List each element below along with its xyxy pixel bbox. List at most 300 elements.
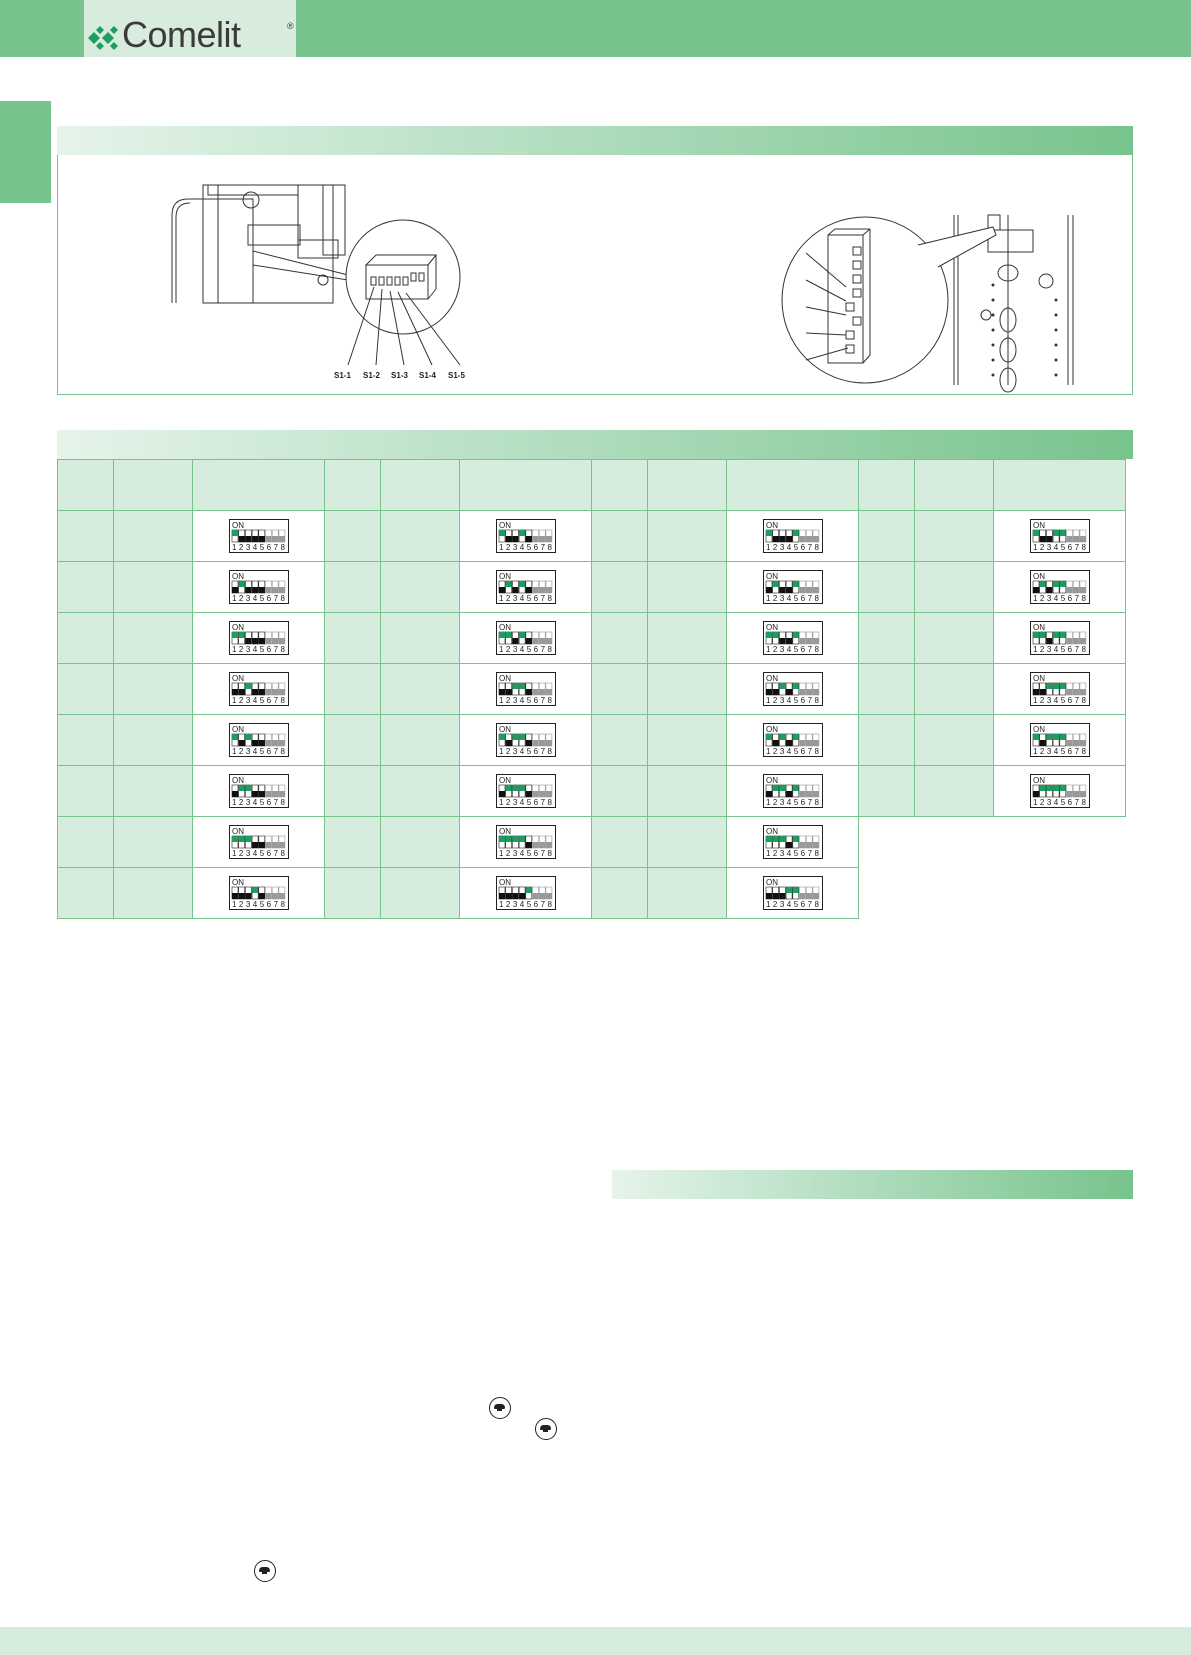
dip-on-label: ON xyxy=(765,827,778,836)
dip-lever xyxy=(545,791,551,797)
comelit-logo-icon xyxy=(88,26,120,50)
dip-lever xyxy=(519,836,525,842)
value-cell xyxy=(381,664,460,715)
header-cell xyxy=(193,460,325,511)
dip-lever xyxy=(1066,587,1072,593)
dip-lever xyxy=(519,581,525,587)
dip-lever xyxy=(532,587,538,593)
dip-lever xyxy=(1053,530,1059,536)
dip-digits: 12345678 xyxy=(498,798,552,807)
dip-lever xyxy=(1033,689,1039,695)
dip-lever xyxy=(232,836,238,842)
dip-on-label: ON xyxy=(231,623,244,632)
dip-on-label: ON xyxy=(1032,572,1045,581)
dip-lever xyxy=(245,734,251,740)
dip-lever xyxy=(799,638,805,644)
dip-lever xyxy=(245,587,251,593)
dip-lever xyxy=(278,740,284,746)
table-row xyxy=(58,817,1126,868)
dip-cell xyxy=(994,766,1126,817)
dip-lever xyxy=(272,791,278,797)
dip-digits: 12345678 xyxy=(765,594,819,603)
dip-lever xyxy=(1046,587,1052,593)
dip-lever xyxy=(1073,638,1079,644)
dip-lever xyxy=(525,887,531,893)
dip-switch-setting xyxy=(496,876,556,910)
dip-lever xyxy=(779,587,785,593)
value-cell xyxy=(381,817,460,868)
dip-lever xyxy=(792,836,798,842)
dip-lever xyxy=(1046,683,1052,689)
number-cell xyxy=(325,613,381,664)
dip-on-label: ON xyxy=(765,623,778,632)
dip-lever xyxy=(799,587,805,593)
value-cell xyxy=(381,715,460,766)
dip-lever xyxy=(539,638,545,644)
dip-switch-setting xyxy=(763,876,823,910)
dip-lever xyxy=(1033,791,1039,797)
dip-lever xyxy=(1079,536,1085,542)
number-cell xyxy=(592,664,648,715)
dip-cell xyxy=(727,715,859,766)
value-cell xyxy=(381,511,460,562)
value-cell xyxy=(915,766,994,817)
dip-digits: 12345678 xyxy=(498,747,552,756)
number-cell xyxy=(859,664,915,715)
switch-label-3: S1-3 xyxy=(391,371,408,380)
dip-cell xyxy=(727,766,859,817)
dip-lever xyxy=(766,893,772,899)
dip-switch-setting xyxy=(496,723,556,757)
dip-lever xyxy=(505,785,511,791)
dip-lever xyxy=(1066,791,1072,797)
dip-on-label: ON xyxy=(765,725,778,734)
dip-switch-setting xyxy=(763,519,823,553)
dip-lever xyxy=(499,893,505,899)
dip-on-label: ON xyxy=(765,776,778,785)
dip-lever xyxy=(1046,734,1052,740)
number-cell xyxy=(592,868,648,919)
dip-lever xyxy=(772,689,778,695)
dip-lever xyxy=(786,887,792,893)
dip-lever xyxy=(1079,587,1085,593)
table-row xyxy=(58,766,1126,817)
dip-digits: 12345678 xyxy=(1032,645,1086,654)
dip-lever xyxy=(772,632,778,638)
number-cell xyxy=(592,511,648,562)
dip-on-label: ON xyxy=(765,674,778,683)
dip-lever xyxy=(519,893,525,899)
number-cell xyxy=(592,613,648,664)
dip-switch-setting xyxy=(763,825,823,859)
dip-lever xyxy=(786,791,792,797)
dip-lever xyxy=(545,893,551,899)
dip-lever xyxy=(806,587,812,593)
dip-lever xyxy=(1079,740,1085,746)
table-row xyxy=(58,868,1126,919)
dip-switch-setting xyxy=(229,621,289,655)
value-cell xyxy=(915,562,994,613)
dip-lever xyxy=(512,638,518,644)
dip-lever xyxy=(512,536,518,542)
dip-lever xyxy=(505,836,511,842)
number-cell xyxy=(859,511,915,562)
dip-switch-setting xyxy=(229,876,289,910)
value-cell xyxy=(381,766,460,817)
dip-switch-setting xyxy=(763,723,823,757)
dip-lever xyxy=(1046,785,1052,791)
dip-cell xyxy=(460,817,592,868)
dip-lever xyxy=(1073,740,1079,746)
dip-lever xyxy=(238,785,244,791)
dip-lever xyxy=(779,893,785,899)
dip-lever xyxy=(499,734,505,740)
dip-lever xyxy=(545,638,551,644)
dip-cell xyxy=(460,664,592,715)
dip-lever xyxy=(265,842,271,848)
dip-lever xyxy=(258,740,264,746)
dip-lever xyxy=(1073,689,1079,695)
dip-lever xyxy=(505,536,511,542)
dip-lever xyxy=(792,683,798,689)
value-cell xyxy=(648,511,727,562)
number-cell xyxy=(859,715,915,766)
dip-switch-setting xyxy=(229,774,289,808)
dip-lever xyxy=(545,842,551,848)
dip-digits: 12345678 xyxy=(498,900,552,909)
number-cell xyxy=(859,766,915,817)
dip-lever xyxy=(772,836,778,842)
dip-lever xyxy=(232,734,238,740)
dip-lever xyxy=(539,587,545,593)
dip-lever xyxy=(532,791,538,797)
dip-digits: 12345678 xyxy=(765,849,819,858)
dip-on-label: ON xyxy=(498,725,511,734)
dip-switch-setting xyxy=(496,774,556,808)
device-diagram xyxy=(58,155,1134,395)
dip-digits: 12345678 xyxy=(231,747,285,756)
dip-cell xyxy=(994,613,1126,664)
dip-lever xyxy=(786,740,792,746)
dip-lever xyxy=(799,842,805,848)
dip-lever xyxy=(278,791,284,797)
dip-lever xyxy=(806,536,812,542)
number-cell xyxy=(325,511,381,562)
dip-lever xyxy=(258,893,264,899)
value-cell xyxy=(114,766,193,817)
dip-lever xyxy=(792,887,798,893)
dip-switch-setting xyxy=(763,774,823,808)
dip-lever xyxy=(766,791,772,797)
dip-lever xyxy=(499,632,505,638)
dip-lever xyxy=(799,536,805,542)
dip-lever xyxy=(278,893,284,899)
dip-lever xyxy=(766,530,772,536)
number-cell xyxy=(859,562,915,613)
dip-lever xyxy=(525,842,531,848)
header-cell xyxy=(915,460,994,511)
dip-lever xyxy=(238,536,244,542)
dip-cell xyxy=(460,766,592,817)
value-cell xyxy=(915,613,994,664)
dip-lever xyxy=(505,689,511,695)
dip-cell xyxy=(994,715,1126,766)
dip-lever xyxy=(786,536,792,542)
dip-lever xyxy=(532,638,538,644)
number-cell xyxy=(592,715,648,766)
dip-cell xyxy=(460,511,592,562)
dip-lever xyxy=(545,536,551,542)
header-cell xyxy=(994,460,1126,511)
dip-lever xyxy=(806,842,812,848)
dip-lever xyxy=(499,587,505,593)
dip-lever xyxy=(539,842,545,848)
dip-lever xyxy=(258,791,264,797)
dip-lever xyxy=(512,683,518,689)
dip-lever xyxy=(772,785,778,791)
dip-on-label: ON xyxy=(498,878,511,887)
dip-digits: 12345678 xyxy=(1032,747,1086,756)
dip-on-label: ON xyxy=(498,776,511,785)
dip-lever xyxy=(539,740,545,746)
header-cell xyxy=(727,460,859,511)
dip-cell xyxy=(727,511,859,562)
dip-lever xyxy=(779,638,785,644)
dip-lever xyxy=(505,581,511,587)
figure-panel xyxy=(57,155,1133,395)
header-cell xyxy=(859,460,915,511)
dip-digits: 12345678 xyxy=(498,543,552,552)
dip-lever xyxy=(1059,581,1065,587)
switch-label-1: S1-1 xyxy=(334,371,351,380)
value-cell xyxy=(381,868,460,919)
dip-lever xyxy=(1053,734,1059,740)
dip-lever xyxy=(245,836,251,842)
dip-switch-setting xyxy=(763,570,823,604)
dip-on-label: ON xyxy=(498,827,511,836)
dip-digits: 12345678 xyxy=(765,900,819,909)
dip-lever xyxy=(525,587,531,593)
dip-lever xyxy=(232,587,238,593)
dip-digits: 12345678 xyxy=(1032,543,1086,552)
table-row xyxy=(58,562,1126,613)
dip-lever xyxy=(525,638,531,644)
dip-cell xyxy=(193,715,325,766)
dip-cell xyxy=(994,664,1126,715)
dip-lever xyxy=(779,536,785,542)
number-cell xyxy=(58,613,114,664)
dip-digits: 12345678 xyxy=(1032,696,1086,705)
handset-icon xyxy=(254,1560,276,1582)
dip-lever xyxy=(265,689,271,695)
dip-lever xyxy=(265,893,271,899)
dip-lever xyxy=(1033,530,1039,536)
dip-lever xyxy=(1053,632,1059,638)
dip-switch-setting xyxy=(496,570,556,604)
dip-switch-setting xyxy=(1030,774,1090,808)
dip-lever xyxy=(278,587,284,593)
dip-lever xyxy=(525,740,531,746)
empty-cell xyxy=(994,817,1126,868)
side-tab xyxy=(0,101,51,203)
dip-lever xyxy=(252,791,258,797)
value-cell xyxy=(915,511,994,562)
number-cell xyxy=(325,715,381,766)
dip-lever xyxy=(1059,683,1065,689)
dip-lever xyxy=(245,536,251,542)
dip-cell xyxy=(994,562,1126,613)
value-cell xyxy=(381,562,460,613)
dip-lever xyxy=(232,632,238,638)
section-header-band xyxy=(57,126,1133,155)
header-cell xyxy=(325,460,381,511)
dip-lever xyxy=(1059,530,1065,536)
table-header-band xyxy=(57,430,1133,459)
registered-mark: ® xyxy=(287,21,294,31)
dip-lever xyxy=(1053,683,1059,689)
dip-switch-setting xyxy=(229,723,289,757)
dip-digits: 12345678 xyxy=(765,747,819,756)
dip-lever xyxy=(806,740,812,746)
dip-lever xyxy=(519,734,525,740)
dip-lever xyxy=(792,785,798,791)
dip-lever xyxy=(766,632,772,638)
dip-lever xyxy=(532,536,538,542)
dip-digits: 12345678 xyxy=(765,696,819,705)
dip-lever xyxy=(1059,734,1065,740)
dip-cell xyxy=(193,817,325,868)
dip-lever xyxy=(539,791,545,797)
number-cell xyxy=(58,817,114,868)
dip-lever xyxy=(512,734,518,740)
dip-lever xyxy=(532,842,538,848)
dip-lever xyxy=(1039,536,1045,542)
header-cell xyxy=(648,460,727,511)
dip-lever xyxy=(532,689,538,695)
dip-lever xyxy=(252,587,258,593)
value-cell xyxy=(381,613,460,664)
value-cell xyxy=(114,511,193,562)
dip-switch-setting xyxy=(496,672,556,706)
number-cell xyxy=(592,562,648,613)
dip-lever xyxy=(766,836,772,842)
dip-lever xyxy=(779,734,785,740)
dip-lever xyxy=(792,530,798,536)
dip-lever xyxy=(252,842,258,848)
dip-digits: 12345678 xyxy=(231,798,285,807)
table-row xyxy=(58,664,1126,715)
dip-switch-setting xyxy=(229,519,289,553)
dip-cell xyxy=(460,613,592,664)
dip-switch-setting xyxy=(1030,519,1090,553)
dip-lever xyxy=(1073,536,1079,542)
dip-lever xyxy=(772,536,778,542)
dip-lever xyxy=(806,791,812,797)
header-cell xyxy=(592,460,648,511)
dip-lever xyxy=(1046,638,1052,644)
dip-lever xyxy=(545,689,551,695)
number-cell xyxy=(859,613,915,664)
dip-on-label: ON xyxy=(498,572,511,581)
dip-on-label: ON xyxy=(231,725,244,734)
dip-on-label: ON xyxy=(231,878,244,887)
dip-on-label: ON xyxy=(231,827,244,836)
dip-lever xyxy=(525,791,531,797)
dip-lever xyxy=(1066,536,1072,542)
dip-lever xyxy=(812,842,818,848)
dip-switch-setting xyxy=(763,621,823,655)
dip-cell xyxy=(460,562,592,613)
dip-lever xyxy=(272,842,278,848)
number-cell xyxy=(325,766,381,817)
dip-lever xyxy=(799,740,805,746)
number-cell xyxy=(325,562,381,613)
value-cell xyxy=(648,868,727,919)
dip-lever xyxy=(1039,689,1045,695)
number-cell xyxy=(325,664,381,715)
dip-digits: 12345678 xyxy=(765,645,819,654)
dip-switch-setting xyxy=(229,672,289,706)
header-cell xyxy=(58,460,114,511)
empty-cell xyxy=(859,868,915,919)
dip-lever xyxy=(1039,740,1045,746)
dip-lever xyxy=(252,689,258,695)
dip-lever xyxy=(499,530,505,536)
dip-digits: 12345678 xyxy=(498,594,552,603)
dip-lever xyxy=(779,683,785,689)
dip-cell xyxy=(460,868,592,919)
dip-lever xyxy=(1039,632,1045,638)
dip-lever xyxy=(238,893,244,899)
dip-lever xyxy=(519,683,525,689)
dip-cell xyxy=(460,715,592,766)
dip-lever xyxy=(812,638,818,644)
dip-lever xyxy=(265,536,271,542)
dip-lever xyxy=(512,836,518,842)
dip-lever xyxy=(1079,791,1085,797)
dip-digits: 12345678 xyxy=(1032,798,1086,807)
dip-switch-setting xyxy=(496,519,556,553)
dip-lever xyxy=(812,536,818,542)
dip-on-label: ON xyxy=(1032,725,1045,734)
dip-lever xyxy=(812,587,818,593)
dip-lever xyxy=(258,842,264,848)
dip-lever xyxy=(265,587,271,593)
dip-on-label: ON xyxy=(231,674,244,683)
dip-lever xyxy=(786,842,792,848)
dip-lever xyxy=(245,683,251,689)
dip-lever xyxy=(505,893,511,899)
dip-lever xyxy=(519,530,525,536)
dip-lever xyxy=(499,689,505,695)
table-row xyxy=(58,511,1126,562)
dip-lever xyxy=(545,587,551,593)
dip-lever xyxy=(238,581,244,587)
value-cell xyxy=(114,562,193,613)
dip-lever xyxy=(265,638,271,644)
dip-lever xyxy=(766,734,772,740)
dip-lever xyxy=(539,536,545,542)
dip-lever xyxy=(238,689,244,695)
dip-lever xyxy=(786,638,792,644)
switch-label-4: S1-4 xyxy=(419,371,436,380)
dip-cell xyxy=(727,817,859,868)
value-cell xyxy=(915,664,994,715)
dip-lever xyxy=(766,587,772,593)
dip-lever xyxy=(272,740,278,746)
dip-lever xyxy=(1079,638,1085,644)
dip-digits: 12345678 xyxy=(765,543,819,552)
